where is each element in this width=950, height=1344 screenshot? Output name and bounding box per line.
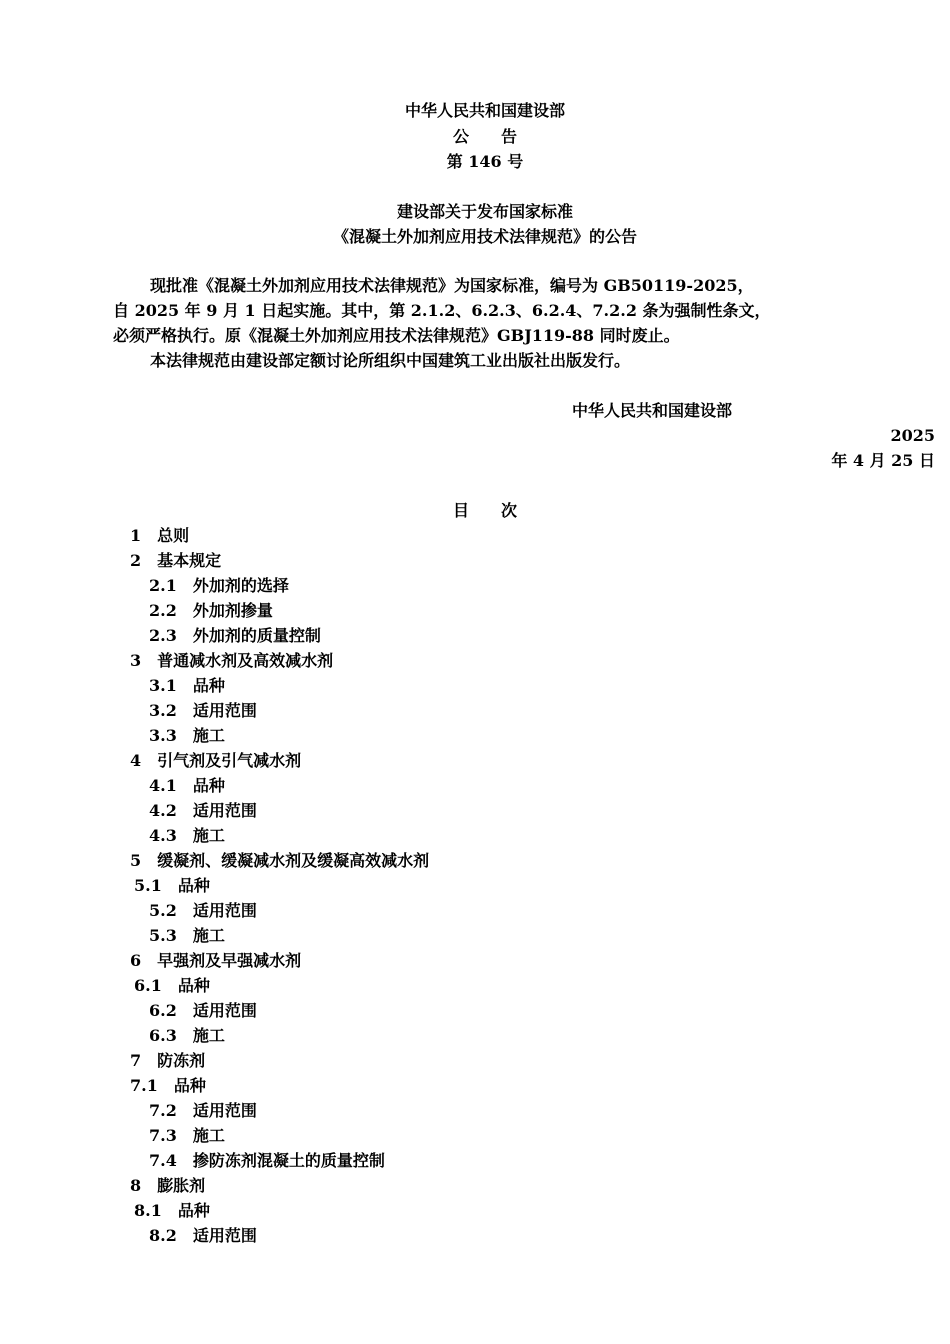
toc-item: 3.1 品种 [149, 676, 225, 695]
toc-item: 4.2 适用范围 [149, 801, 257, 820]
toc-item: 4 引气剂及引气减水剂 [130, 751, 302, 770]
ministry-heading: 中华人民共和国建设部 [404, 101, 565, 120]
toc-item: 5.3 施工 [149, 926, 225, 945]
toc-item: 8.1 品种 [134, 1201, 210, 1220]
toc-item: 2.1 外加剂的选择 [149, 576, 289, 595]
body-paragraph-1-line-3: 必须严格执行。原《混凝土外加剂应用技术法律规范》GBJ119-88 同时废止。 [113, 326, 680, 345]
toc-item: 7.3 施工 [149, 1126, 225, 1145]
toc-item: 8.2 适用范围 [149, 1226, 257, 1245]
toc-item: 8 膨胀剂 [130, 1176, 206, 1195]
notice-number: 第 146 号 [446, 152, 524, 171]
toc-item: 3.3 施工 [149, 726, 225, 745]
toc-item: 6.1 品种 [134, 976, 210, 995]
body-paragraph-1-line-2: 自 2025 年 9 月 1 日起实施。其中，第 2.1.2、6.2.3、6.2.4、7.2.2 条为强制性条文， [113, 301, 771, 320]
toc-item: 2.2 外加剂掺量 [149, 601, 273, 620]
toc-heading: 目 次 [452, 501, 517, 520]
toc-item: 6.2 适用范围 [149, 1001, 257, 1020]
toc-item: 1 总则 [130, 526, 190, 545]
notice-title-line1: 建设部关于发布国家标准 [396, 202, 573, 221]
toc-item: 6.3 施工 [149, 1026, 225, 1045]
toc-item: 7.1 品种 [130, 1076, 206, 1095]
notice-title-line2: 《混凝土外加剂应用技术法律规范》的公告 [332, 227, 637, 246]
toc-item: 2 基本规定 [130, 551, 222, 570]
signature-org: 中华人民共和国建设部 [572, 401, 733, 420]
toc-item: 3 普通减水剂及高效减水剂 [130, 651, 334, 670]
body-paragraph-2: 本法律规范由建设部定额讨论所组织中国建筑工业出版社出版发行。 [150, 351, 631, 370]
toc-item: 2.3 外加剂的质量控制 [149, 626, 321, 645]
toc-item: 4.3 施工 [149, 826, 225, 845]
toc-item: 4.1 品种 [149, 776, 225, 795]
body-paragraph-1-line-1: 现批准《混凝土外加剂应用技术法律规范》为国家标准，编号为 GB50119-2025， [150, 276, 754, 295]
toc-item: 7 防冻剂 [130, 1051, 206, 1070]
toc-item: 5.2 适用范围 [149, 901, 257, 920]
toc-item: 7.4 掺防冻剂混凝土的质量控制 [149, 1151, 385, 1170]
toc-item: 7.2 适用范围 [149, 1101, 257, 1120]
notice-heading: 公 告 [452, 127, 517, 146]
toc-item: 5.1 品种 [134, 876, 210, 895]
toc-item: 5 缓凝剂、缓凝减水剂及缓凝高效减水剂 [130, 851, 430, 870]
toc-item: 6 早强剂及早强减水剂 [130, 951, 302, 970]
toc-item: 3.2 适用范围 [149, 701, 257, 720]
signature-year: 2025 [890, 426, 935, 445]
signature-date: 年 4 月 25 日 [831, 451, 935, 470]
